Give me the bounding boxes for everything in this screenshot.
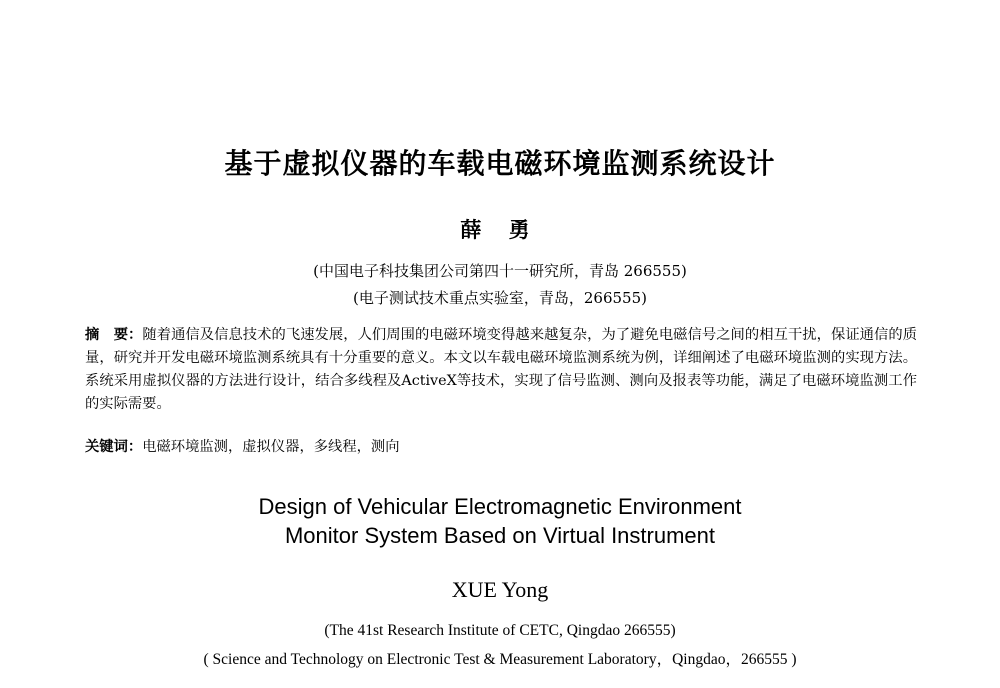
abstract-label: 摘 要：	[85, 327, 143, 343]
chinese-affiliation-2: (电子测试技术重点实验室，青岛，266555)	[353, 289, 647, 307]
keywords-text: 电磁环境监测，虚拟仪器，多线程，测向	[142, 439, 400, 455]
chinese-affiliation-1: (中国电子科技集团公司第四十一研究所，青岛 266555)	[313, 262, 687, 280]
chinese-keywords	[85, 436, 917, 459]
chinese-title: 基于虚拟仪器的车载电磁环境监测系统设计	[224, 147, 776, 180]
english-author: XUE Yong	[451, 577, 549, 602]
english-title-line-1: Design of Vehicular Electromagnetic Environment	[258, 494, 742, 519]
abstract-text: 随着通信及信息技术的飞速发展，人们周围的电磁环境变得越来越复杂，为了避免电磁信号之间的相互干扰，保证通信的质量，研究并开发电磁环境监测系统具有十分重要的意义。本文以车载电磁环境监测系统为例，详细阐述了电磁环境监测的实现方法。系统采用虚拟仪器的方法进行设计，结合多线程及ActiveX等技术，实现了信号监测、测向及报表等功能，满足了电磁环境监测工作的实际需要。	[85, 327, 918, 412]
english-affiliation-1: (The 41st Research Institute of CETC, Qingdao 266555)	[324, 622, 676, 639]
english-title-line-2: Monitor System Based on Virtual Instrument	[284, 523, 715, 548]
chinese-abstract	[85, 324, 917, 416]
chinese-author: 薛 勇	[460, 217, 540, 242]
english-affiliation-2: ( Science and Technology on Electronic Test & Measurement Laboratory，Qingdao，266555 )	[203, 651, 797, 668]
keywords-label: 关键词：	[85, 439, 143, 455]
